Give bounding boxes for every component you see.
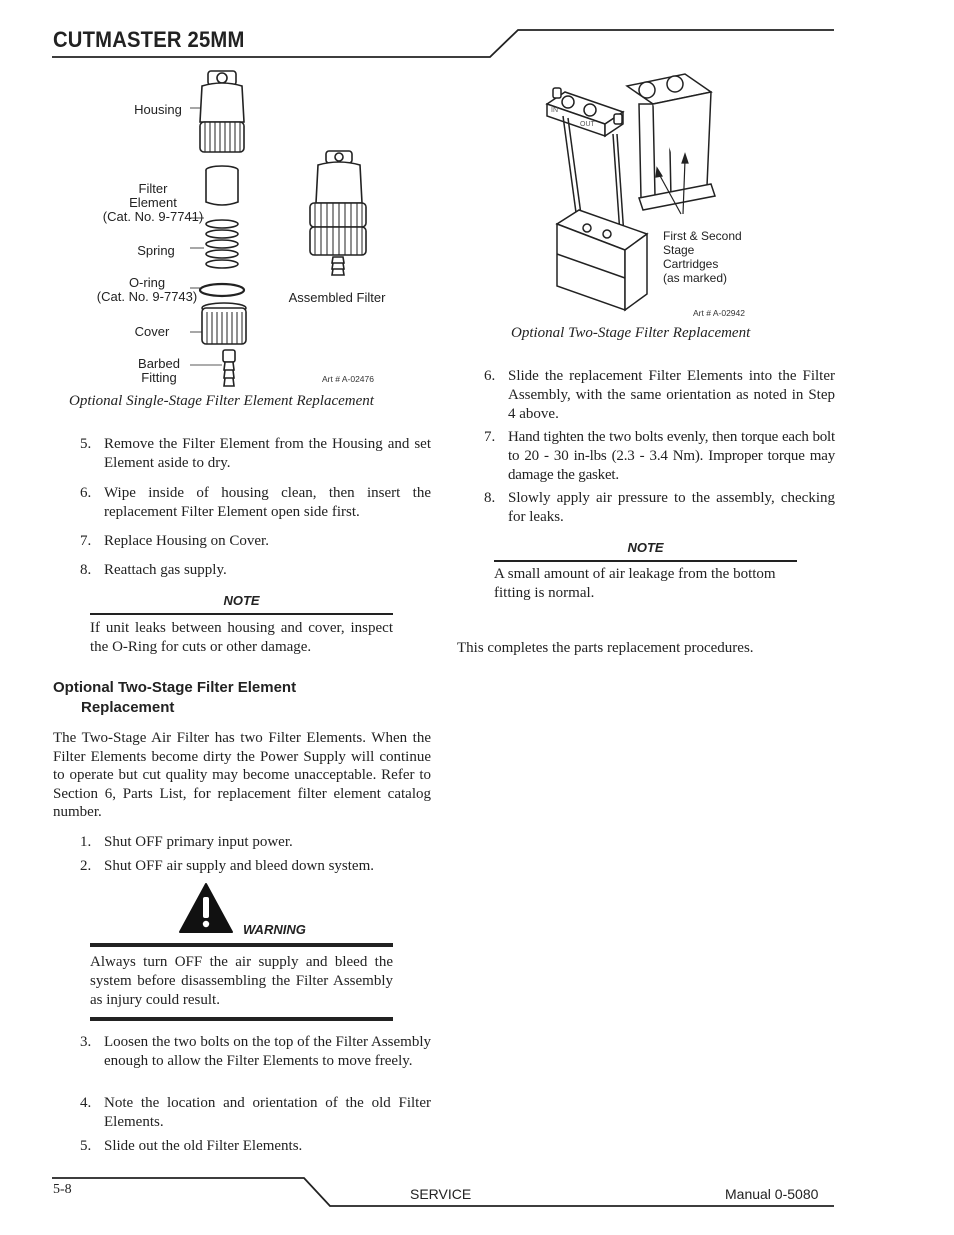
label-spring: Spring [137, 243, 175, 258]
label-barbed-fitting: Barbed Fitting [138, 356, 180, 385]
label-cover: Cover [134, 324, 170, 339]
art-number-left: Art # A-02476 [322, 374, 374, 384]
page-number: 5-8 [53, 1182, 72, 1197]
note-text: If unit leaks between housing and cover, inspect the O-Ring for cuts or other damage. [90, 620, 393, 655]
warning-rule-bottom [90, 1017, 393, 1021]
footer-manual: Manual 0-5080 [725, 1186, 819, 1202]
note-heading: NOTE [627, 540, 664, 555]
closing-text: This completes the parts replacement procedures. [457, 640, 754, 656]
marking-out: OUT [580, 121, 595, 128]
figure-caption-right: Optional Two-Stage Filter Replacement [511, 325, 751, 341]
assembled-filter-illustration [300, 145, 380, 285]
header-rule [0, 0, 954, 70]
note-heading: NOTE [223, 593, 260, 608]
section-heading: Optional Two-Stage Filter Element Replacement [53, 679, 297, 716]
note-rule [494, 560, 797, 562]
footer-section: SERVICE [410, 1186, 472, 1202]
warning-heading: WARNING [243, 922, 306, 937]
label-assembled-filter: Assembled Filter [288, 290, 386, 305]
art-number-right: Art # A-02942 [693, 308, 745, 318]
label-filter-element: Filter Element (Cat. No. 9-7741) [102, 181, 204, 224]
page-title: CUTMASTER 25MM [53, 27, 245, 52]
label-oring: O-ring (Cat. No. 9-7743) [96, 275, 198, 304]
figure-caption-left: Optional Single-Stage Filter Element Replacement [69, 393, 374, 409]
note-text: A small amount of air leakage from the bottom fitting is normal. [494, 566, 776, 601]
label-cartridges: First & Second Stage Cartridges (as marked) [663, 229, 742, 285]
note-rule [90, 613, 393, 615]
marking-in: IN [551, 107, 558, 114]
label-housing: Housing [134, 102, 182, 117]
warning-triangle-icon [178, 882, 234, 934]
section-paragraph: The Two-Stage Air Filter has two Filter Elements. When the Filter Elements become dirty the Power Supply will continue to operate but cut quality may become unacceptable. Refer to Section 6, Parts List, for replacement filter element catalog number. [53, 730, 431, 821]
warning-rule-top [90, 943, 393, 947]
warning-text: Always turn OFF the air supply and bleed the system before disassembling the Filter Assembly as injury could result. [90, 954, 393, 1008]
